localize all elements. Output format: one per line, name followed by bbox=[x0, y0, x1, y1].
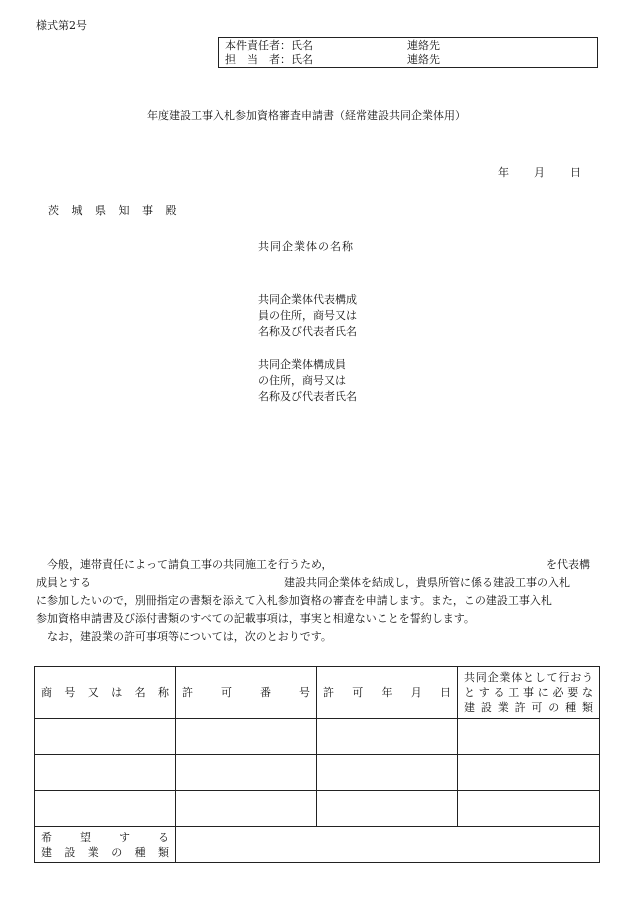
date-line bbox=[498, 165, 581, 182]
table-cell[interactable] bbox=[176, 719, 317, 755]
contact-row-responsible bbox=[225, 39, 597, 53]
addressee: 茨 城 県 知 事 殿 bbox=[48, 204, 181, 217]
responsible-contact-label: 連絡先 bbox=[407, 39, 440, 52]
table-row bbox=[35, 719, 600, 755]
table-cell[interactable] bbox=[176, 755, 317, 791]
header-permit-date: 許可年月日 bbox=[317, 667, 458, 719]
member-label-line: 名称及び代表者氏名 bbox=[258, 390, 357, 403]
table-cell[interactable] bbox=[35, 791, 176, 827]
table-cell[interactable] bbox=[458, 791, 600, 827]
contact-box bbox=[218, 37, 598, 68]
desired-type-label-line: 希望する bbox=[41, 830, 169, 844]
body-line bbox=[36, 556, 596, 574]
header-required-permit-line: 共同企業体として行おう bbox=[464, 671, 593, 684]
jv-name-label: 共同企業体の名称 bbox=[258, 240, 354, 253]
representative-label-line: 員の住所，商号又は bbox=[258, 309, 357, 322]
body-line1-left: 今般，連帯責任によって請負工事の共同施工を行うため， bbox=[47, 558, 333, 571]
table-cell[interactable] bbox=[35, 719, 176, 755]
application-body-text bbox=[36, 556, 596, 646]
desired-type-label bbox=[35, 827, 176, 863]
permit-table bbox=[34, 666, 600, 863]
date-year: 年 bbox=[498, 166, 509, 179]
table-cell[interactable] bbox=[458, 755, 600, 791]
contact-row-staff bbox=[225, 53, 597, 67]
header-permit-number: 許可番号 bbox=[176, 667, 317, 719]
representative-label bbox=[258, 292, 357, 340]
body-line: 参加資格申請書及び添付書類のすべての記載事項は，事実と相違ないことを誓約します。 bbox=[36, 612, 475, 625]
staff-person-label: 担 当 者：氏名 bbox=[225, 53, 313, 66]
body-line bbox=[36, 574, 596, 592]
header-required-permit-line: とする工事に必要な bbox=[464, 686, 593, 699]
body-line2-left: 成員とする bbox=[36, 576, 91, 589]
table-row bbox=[35, 755, 600, 791]
table-cell[interactable] bbox=[317, 719, 458, 755]
representative-label-line: 名称及び代表者氏名 bbox=[258, 325, 357, 338]
member-label bbox=[258, 357, 357, 405]
table-cell[interactable] bbox=[35, 755, 176, 791]
responsible-person-label: 本件責任者：氏名 bbox=[225, 39, 313, 52]
desired-type-row bbox=[35, 827, 600, 863]
representative-label-line: 共同企業体代表構成 bbox=[258, 293, 357, 306]
table-header-row bbox=[35, 667, 600, 719]
date-day: 日 bbox=[570, 166, 581, 179]
table-cell[interactable] bbox=[317, 755, 458, 791]
header-required-permit bbox=[458, 667, 600, 719]
body-line: に参加したいので，別冊指定の書類を添えて入札参加資格の審査を申請します。また，この建設工事入札 bbox=[36, 594, 552, 607]
staff-contact-label: 連絡先 bbox=[407, 53, 440, 66]
body-line2-right: 建設共同企業体を結成し，貴県所管に係る建設工事の入札 bbox=[284, 576, 570, 589]
table-row bbox=[35, 791, 600, 827]
desired-type-label-line: 建設業の種類 bbox=[41, 845, 169, 859]
header-trade-name: 商号又は名称 bbox=[35, 667, 176, 719]
body-line1-right: を代表構 bbox=[546, 558, 590, 571]
table-cell[interactable] bbox=[176, 791, 317, 827]
desired-type-value[interactable] bbox=[176, 827, 600, 863]
body-line: なお，建設業の許可事項等については，次のとおりです。 bbox=[47, 630, 332, 643]
date-month: 月 bbox=[534, 166, 545, 179]
form-number: 様式第2号 bbox=[36, 19, 87, 32]
member-label-line: 共同企業体構成員 bbox=[258, 358, 346, 371]
table-cell[interactable] bbox=[317, 791, 458, 827]
document-title: 年度建設工事入札参加資格審査申請書（経常建設共同企業体用） bbox=[147, 109, 466, 122]
table-cell[interactable] bbox=[458, 719, 600, 755]
header-required-permit-line: 建設業許可の種類 bbox=[464, 701, 593, 714]
member-label-line: の住所，商号又は bbox=[258, 374, 346, 387]
